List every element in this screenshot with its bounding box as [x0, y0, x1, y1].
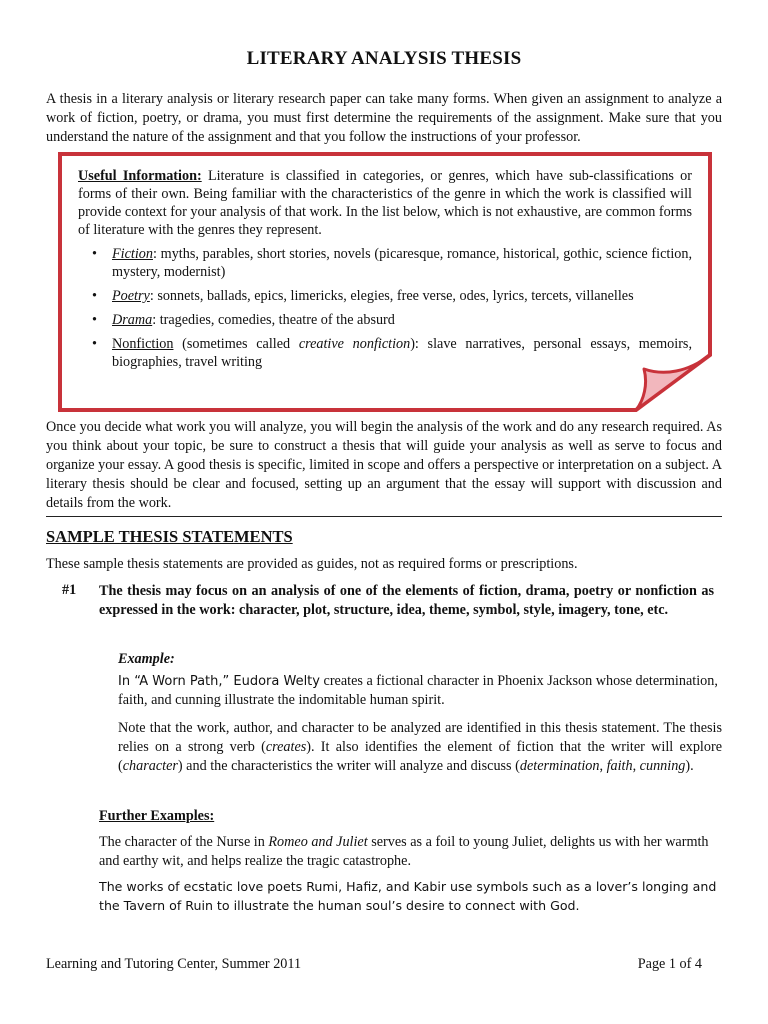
note-trait: faith — [606, 758, 633, 774]
further-work-title: Romeo and Juliet — [268, 834, 368, 850]
note-trait: determination — [519, 758, 600, 774]
point-number: #1 — [62, 582, 77, 598]
further-text: serves as a foil to young Juliet, delights us with her warmth and earthy wit, and helps realize the tragic catastrophe. — [99, 834, 709, 869]
callout-text: Literature is classified in categories, or genres, which have sub-classifications or forms of their own. Being familiar with the characteristics of the genre in which the work is classified will provide context for your analysis of that work. In the list below, which is not exhaustive, are common forms of literature with the genres they represent. — [78, 168, 693, 238]
genre-name: Nonfiction — [112, 336, 174, 352]
page-title: LITERARY ANALYSIS THESIS — [246, 48, 522, 69]
example-label: Example: — [118, 651, 175, 667]
genre-forms-em: creative nonfiction — [298, 336, 411, 352]
genre-list — [78, 245, 692, 371]
note-element: character — [122, 758, 178, 774]
note-text: ). It also identifies the element of fiction that the writer will explore ( — [118, 739, 722, 774]
list-item-drama — [78, 311, 692, 329]
intro-paragraph: A thesis in a literary analysis or literary research paper can take many forms. When given an assignment to analyze a work of fiction, poetry, or drama, you must first determine the requirements of the assignment. Make sure that you understand the nature of the assignment and that you follow the instructions of your professor. — [46, 91, 722, 145]
genre-name: Drama — [112, 312, 153, 328]
list-item-fiction — [78, 245, 692, 281]
genre-forms-post: ): slave narratives, personal essays, memoirs, biographies, travel writing — [112, 336, 692, 370]
example-note — [118, 719, 722, 776]
genre-name: Poetry — [112, 288, 150, 304]
example-rest: creates a fictional character in Phoenix Jackson whose determination, faith, and cunning illustrate the indomitable human spirit. — [118, 673, 718, 708]
genre-name: Fiction — [112, 246, 153, 262]
section-intro: These sample thesis statements are provided as guides, not as required forms or prescriptions. — [46, 556, 578, 572]
list-item-poetry — [78, 287, 692, 305]
genre-forms-pre: (sometimes called — [173, 336, 299, 352]
list-item-nonfiction — [78, 335, 692, 371]
note-text: ). — [685, 758, 694, 774]
useful-information-callout — [78, 167, 692, 377]
further-example-2: The works of ecstatic love poets Rumi, Hafiz, and Kabir use symbols such as a lover’s longing and the Tavern of Ruin to illustrate the human soul’s desire to connect with God. — [99, 879, 717, 913]
callout-intro — [78, 167, 692, 239]
note-separator: , — [599, 758, 607, 774]
genre-forms: : tragedies, comedies, theatre of the absurd — [152, 312, 395, 328]
note-separator: , — [632, 758, 640, 774]
footer-page-number: Page 1 of 4 — [637, 956, 702, 972]
footer-left: Learning and Tutoring Center, Summer 2011 — [46, 956, 302, 972]
further-example-1 — [99, 833, 722, 871]
note-trait: cunning — [639, 758, 686, 774]
section-heading: SAMPLE THESIS STATEMENTS — [46, 527, 293, 546]
note-text: Note that the work, author, and character to be analyzed are identified in this thesis statement. The thesis relies on a strong verb ( — [118, 720, 722, 755]
analysis-paragraph: Once you decide what work you will analyze, you will begin the analysis of the work and do any research required. As you think about your topic, be sure to construct a thesis that will guide your analysis as well as serve to focus and organize your essay. A good thesis is specific, limited in scope and offers a perspective or interpretation on a subject. A literary thesis should be clear and focused, setting up an argument that the essay will support with discussion and details from the work. — [46, 419, 722, 511]
thesis-point: The thesis may focus on an analysis of one of the elements of fiction, drama, poetry or nonfiction as expressed in the work: character, plot, structure, idea, theme, symbol, style, imagery, tone, etc. — [99, 583, 714, 618]
note-text: ) and the characteristics the writer will analyze and discuss ( — [177, 758, 520, 774]
section-divider — [46, 516, 722, 517]
genre-forms: : myths, parables, short stories, novels (picaresque, romance, historical, gothic, science fiction, mystery, modernist) — [112, 246, 692, 280]
example-work: In “A Worn Path,” Eudora Welty — [118, 674, 320, 689]
further-examples-label: Further Examples: — [99, 808, 215, 824]
example-text — [118, 672, 722, 710]
further-text: The character of the Nurse in — [99, 834, 269, 850]
callout-lead: Useful Information: — [78, 168, 202, 184]
note-verb: creates — [265, 739, 307, 755]
genre-forms: : sonnets, ballads, epics, limericks, elegies, free verse, odes, lyrics, tercets, villanelles — [149, 288, 634, 304]
